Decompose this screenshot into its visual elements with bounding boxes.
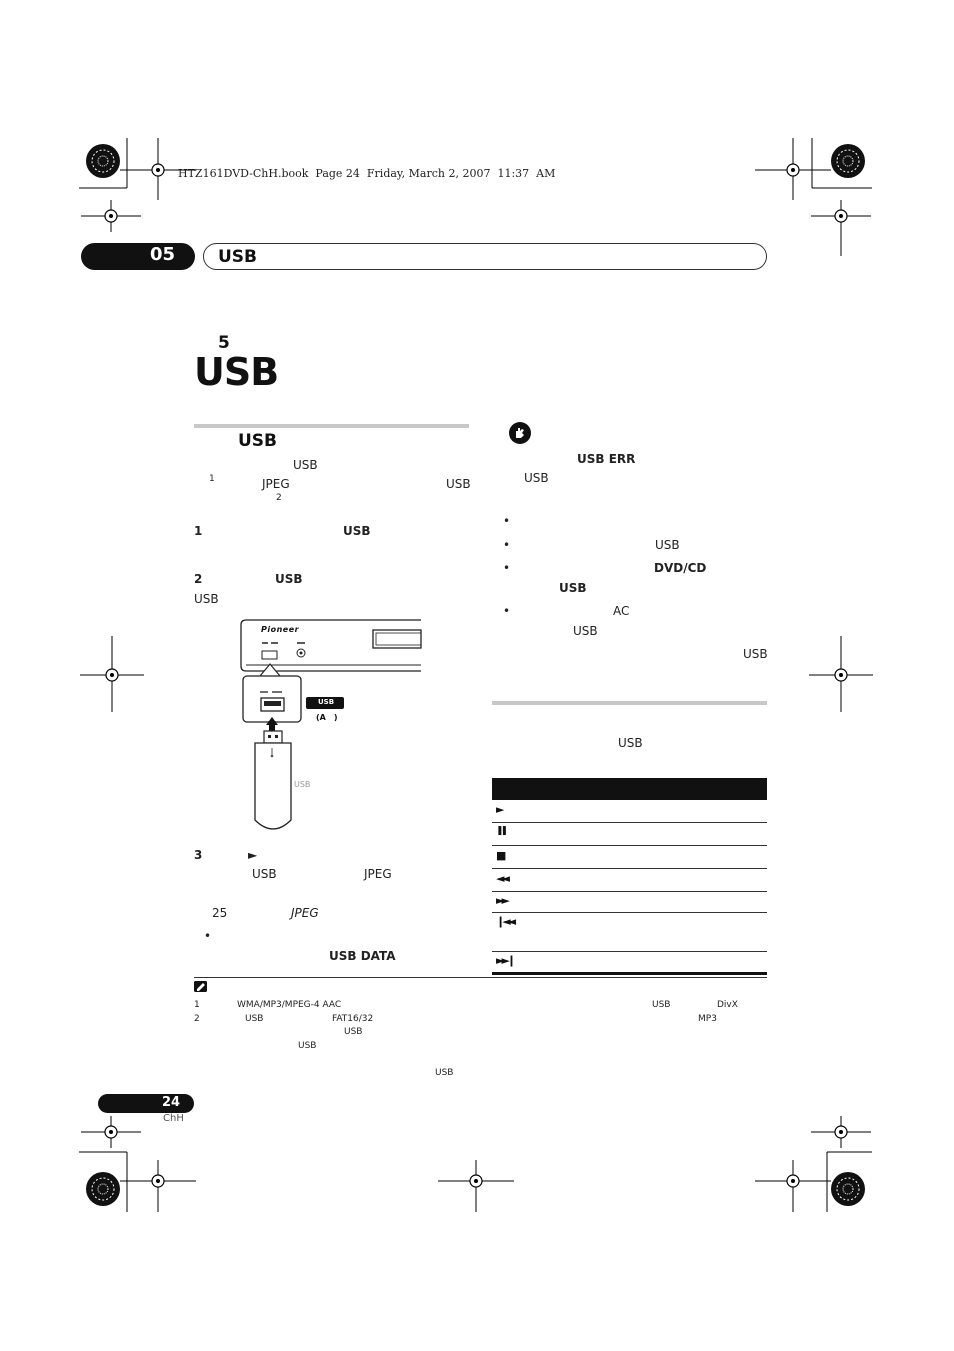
footnote-2-usb-4: USB (435, 1068, 454, 1078)
table-row (492, 913, 767, 952)
chapter-title-bar (203, 243, 767, 270)
step-3-jpeg-italic: JPEG (291, 906, 319, 920)
right-trailing-usb: USB (743, 647, 768, 661)
right-bullet-2-mark: • (503, 538, 511, 552)
play-icon: ► (496, 803, 505, 816)
intro-usb-2: USB (446, 477, 471, 491)
right-bullet-2-text: USB (655, 538, 680, 552)
footnote-1-number: 1 (194, 1000, 200, 1010)
intro-footnote-2: 2 (276, 493, 282, 503)
table-row (492, 823, 767, 846)
usb-err-line: USB (524, 471, 549, 485)
usb-connection-figure (238, 614, 428, 836)
heading-number: 5 (218, 333, 230, 353)
right-bullet-4-text: AC (613, 604, 630, 618)
section-rule-left (194, 424, 469, 428)
controls-table-header (492, 778, 767, 800)
chapter-title: USB (218, 247, 258, 267)
usb-data-label: USB DATA (329, 949, 396, 963)
usb-badge-sub: (A ) (316, 713, 338, 722)
stop-icon: ■ (496, 849, 507, 862)
chapter-tab (81, 243, 195, 270)
player-brand-logo: Pioneer (261, 625, 300, 634)
step-1-usb: USB (343, 524, 371, 538)
step-3-usb: USB (252, 867, 277, 881)
usb-err-label: USB ERR (577, 452, 636, 466)
table-row (492, 846, 767, 869)
intro-footnote-1: 1 (209, 474, 215, 484)
next-icon: ►►❙ (496, 954, 514, 967)
right-bullet-3-mark: • (503, 561, 511, 575)
footnote-2-usb-3: USB (298, 1041, 317, 1051)
right-bullet-1-mark: • (503, 514, 511, 528)
table-row (492, 869, 767, 892)
footnote-2-usb: USB (245, 1014, 264, 1024)
right-bullet-3-text: DVD/CD (654, 561, 707, 575)
step-1-number: 1 (194, 524, 203, 538)
footnote-1-divx: DivX (717, 1000, 738, 1010)
right-bullet-4-mark: • (503, 604, 511, 618)
step-3-jpeg: JPEG (364, 867, 392, 881)
table-row (492, 952, 767, 975)
intro-usb-1: USB (293, 458, 318, 472)
print-header: HTZ161DVD-ChH.book Page 24 Friday, March 2, 2007 11:37 AM (178, 167, 556, 180)
usb-badge-label: USB (318, 698, 335, 706)
previous-icon: ❙◄◄ (496, 915, 514, 928)
step-2-usb-line: USB (194, 592, 219, 606)
rewind-icon: ◄◄ (496, 872, 507, 885)
note-icon (194, 981, 207, 992)
page-number: 24 (162, 1095, 181, 1110)
warning-icon (508, 421, 532, 445)
step-3-page-ref: 25 (212, 906, 228, 920)
right-bullet-4-sub: USB (573, 624, 598, 638)
right-bullet-3-sub: USB (559, 581, 587, 595)
usb-stick-label: USB (294, 780, 311, 789)
table-row (492, 800, 767, 823)
section-title: USB (238, 431, 278, 451)
section-rule-right (492, 701, 767, 705)
footnote-1-usb: USB (652, 1000, 671, 1010)
pause-icon: ❚❚ (496, 826, 506, 836)
table-row (492, 892, 767, 913)
step-2-usb: USB (275, 572, 303, 586)
step-3-play-icon: ► (248, 848, 258, 862)
footnote-2-usb-2: USB (344, 1027, 363, 1037)
intro-jpeg: JPEG (262, 477, 290, 491)
fast-forward-icon: ►► (496, 894, 507, 907)
step-2-number: 2 (194, 572, 203, 586)
footnote-2-mp3: MP3 (698, 1014, 717, 1024)
footnote-1-text: WMA/MP3/MPEG-4 AAC (237, 1000, 342, 1010)
step-3-number: 3 (194, 848, 203, 862)
step-3-bullet: • (204, 929, 212, 943)
page-language: ChH (163, 1113, 184, 1124)
section-2-usb: USB (618, 736, 643, 750)
footnote-2-fat: FAT16/32 (332, 1014, 374, 1024)
chapter-number: 05 (150, 244, 176, 265)
footnote-2-number: 2 (194, 1014, 200, 1024)
page-title: USB (194, 350, 279, 394)
footnote-rule (194, 977, 767, 978)
